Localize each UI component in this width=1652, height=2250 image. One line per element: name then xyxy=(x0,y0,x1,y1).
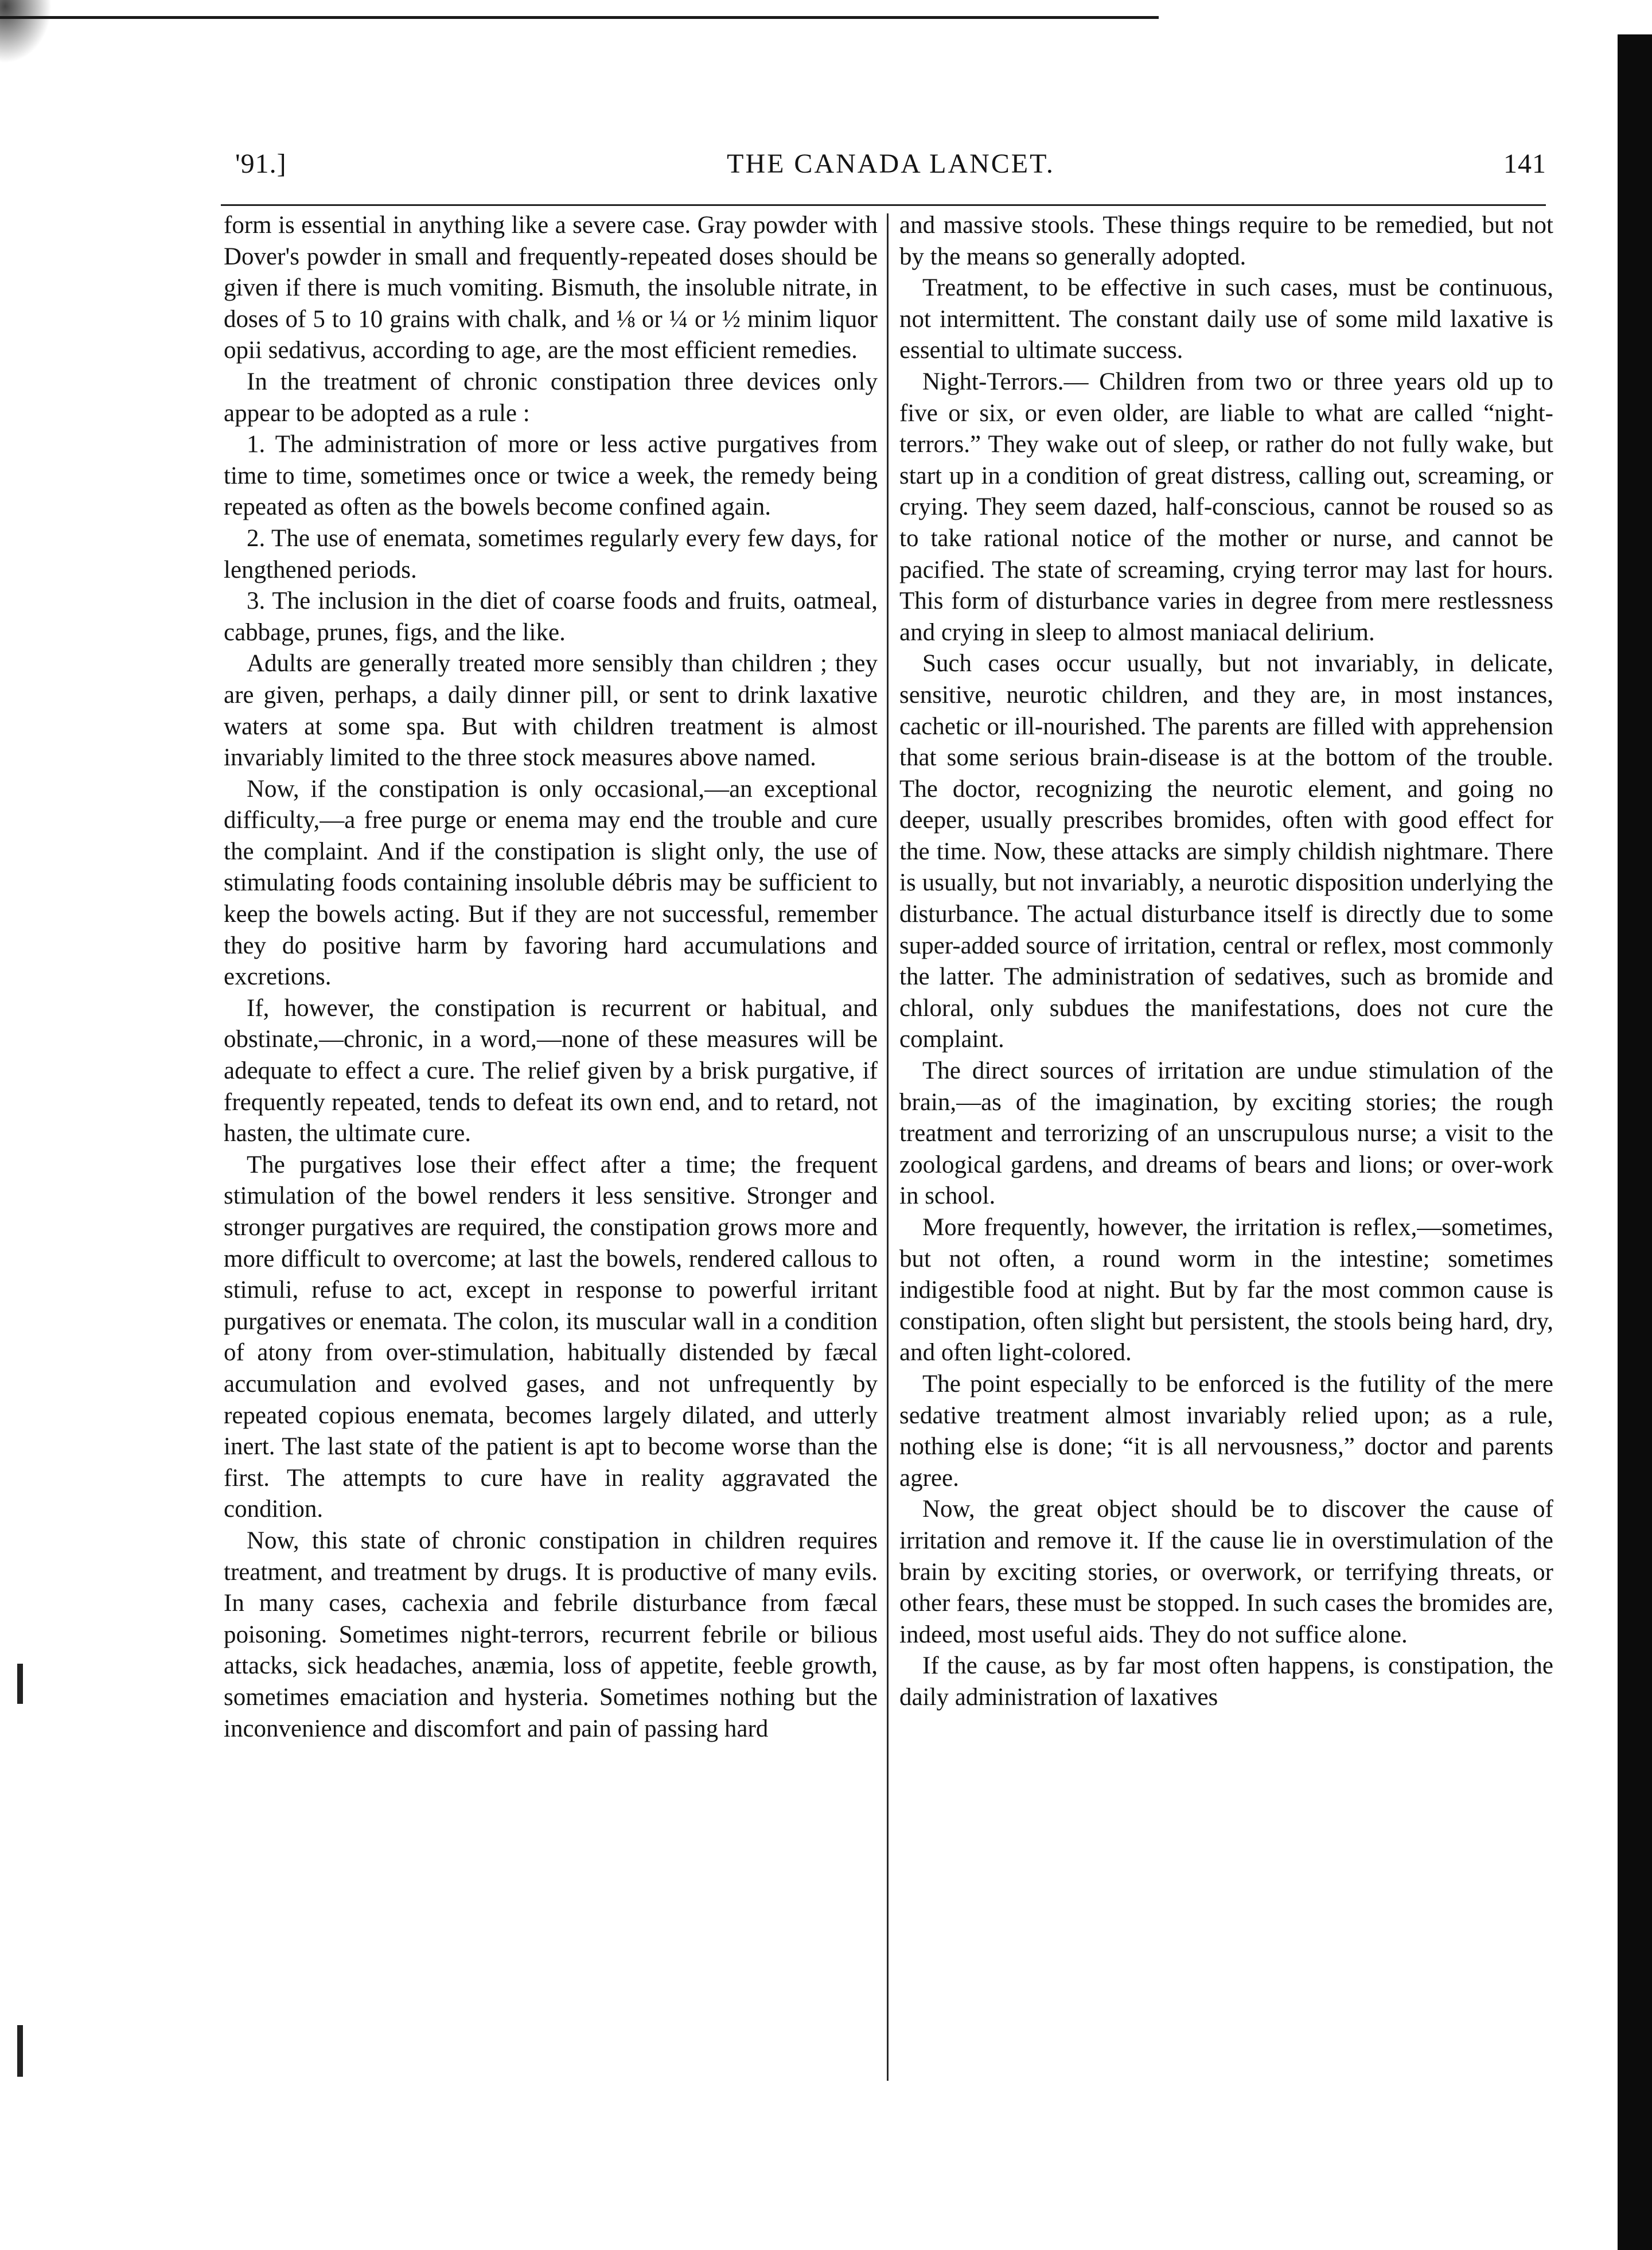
paragraph: In the treatment of chronic constipation three devices only appear to be adopted as a rule : xyxy=(224,368,878,427)
paragraph: Now, the great object should be to discover the cause of irritation and remove it. If the cause lie in overstimulation of the brain by exciting stories, or overwork, or terrifying threats, or other fears, these must be stopped. In such cases the bromides are, indeed, most useful aids. They do not suffice alone. xyxy=(899,1496,1553,1648)
journal-title: THE CANADA LANCET. xyxy=(727,149,1055,179)
paragraph: More frequently, however, the irritation is reflex,—sometimes, but not often, a round worm in the intestine; sometimes indigestible food at night. But by far the most common cause is constipation, often slight but persistent, the stools being hard, dry, and often light-colored. xyxy=(899,1214,1553,1367)
scan-top-rule xyxy=(0,16,1159,19)
paragraph: and massive stools. These things require to be remedied, but not by the means so generally adopted. xyxy=(899,212,1553,270)
paragraph: Now, if the constipation is only occasional,—an exceptional difficulty,—a free purge or enema may end the trouble and cure the complaint. And if the constipation is slight only, the use of stimulating foods containing insoluble débris may be sufficient to keep the bowels acting. But if they are not successful, remember they do positive harm by favoring hard accumulations and excretions. xyxy=(224,775,878,991)
right-column xyxy=(899,210,1553,1714)
paragraph: Night-Terrors.— Children from two or three years old up to five or six, or even older, are liable to what are called “night-terrors.” They wake out of sleep, or rather do not fully wake, but start up in a condition of great distress, calling out, screaming, or crying. They seem dazed, half-conscious, cannot be roused so as to take rational notice of the mother or nurse, and cannot be pacified. The state of screaming, crying terror may last for hours. This form of disturbance varies in degree from mere restlessness and crying in sleep to almost maniacal delirium. xyxy=(899,368,1553,646)
paragraph: 2. The use of enemata, sometimes regularly every few days, for lengthened periods. xyxy=(224,524,878,583)
paragraph: The purgatives lose their effect after a time; the frequent stimulation of the bowel renders it less sensitive. Stronger and stronger purgatives are required, the constipation grows more and more difficult to overcome; at last the bowels, rendered callous to stimuli, refuse to act, except in response to powerful irritant purgatives or enemata. The colon, its muscular wall in a condition of atony from over-stimulation, habitually distended by fæcal accumulation and evolved gases, and not unfrequently by repeated copious enemata, becomes largely dilated, and utterly inert. The last state of the patient is apt to become worse than the first. The attempts to cure have in reality aggravated the condition. xyxy=(224,1151,878,1523)
paragraph: 3. The inclusion in the diet of coarse foods and fruits, oatmeal, cabbage, prunes, figs, and the like. xyxy=(224,587,878,646)
paragraph: 1. The administration of more or less active purgatives from time to time, sometimes once or twice a week, the remedy being repeated as often as the bowels become confined again. xyxy=(224,431,878,521)
column-divider xyxy=(887,213,889,2081)
running-header xyxy=(235,148,1546,188)
page-number: 141 xyxy=(1503,149,1546,179)
paragraph: Adults are generally treated more sensibly than children ; they are given, perhaps, a daily dinner pill, or sent to drink laxative waters at some spa. But with children treatment is almost invariably limited to the three stock measures above named. xyxy=(224,650,878,772)
left-column xyxy=(224,210,878,1745)
paragraph: If, however, the constipation is recurrent or habitual, and obstinate,—chronic, in a word,—none of these measures will be adequate to effect a cure. The relief given by a brisk purgative, if frequently repeated, tends to defeat its own end, and to retard, not hasten, the ultimate cure. xyxy=(224,994,878,1147)
scan-margin-mark xyxy=(17,1664,23,1704)
paragraph: form is essential in anything like a severe case. Gray powder with Dover's powder in small and frequently-repeated doses should be given if there is much vomiting. Bismuth, the insoluble nitrate, in doses of 5 to 10 grains with chalk, and ⅛ or ¼ or ½ minim liquor opii sedativus, according to age, are the most efficient remedies. xyxy=(224,212,878,364)
header-rule xyxy=(221,204,1546,206)
scan-margin-mark xyxy=(17,2025,23,2077)
volume-label: '91.] xyxy=(235,149,287,179)
paragraph: The direct sources of irritation are undue stimulation of the brain,—as of the imagination, by exciting stories; the rough treatment and terrorizing of an unscrupulous nurse; a visit to the zoological gardens, and dreams of bears and lions; or over-work in school. xyxy=(899,1057,1553,1210)
paragraph: If the cause, as by far most often happens, is constipation, the daily administration of laxatives xyxy=(899,1652,1553,1711)
scan-edge-right xyxy=(1618,34,1652,2250)
scan-corner-smudge xyxy=(0,0,52,63)
paragraph: The point especially to be enforced is the futility of the mere sedative treatment almost invariably relied upon; as a rule, nothing else is done; “it is all nervousness,” doctor and parents agree. xyxy=(899,1370,1553,1492)
paragraph: Such cases occur usually, but not invariably, in delicate, sensitive, neurotic children, and they are, in most instances, cachetic or ill-nourished. The parents are filled with apprehension that some serious brain-disease is at the bottom of the trouble. The doctor, recognizing the neurotic element, and going no deeper, usually prescribes bromides, often with good effect for the time. Now, these attacks are simply childish nightmare. There is usually, but not invariably, a neurotic disposition underlying the disturbance. The actual disturbance itself is directly due to some super-added source of irritation, central or reflex, most commonly the latter. The administration of sedatives, such as bromide and chloral, only subdues the manifestations, does not cure the complaint. xyxy=(899,650,1553,1053)
paragraph: Now, this state of chronic constipation in children requires treatment, and treatment by drugs. It is productive of many evils. In many cases, cachexia and febrile disturbance from fæcal poisoning. Sometimes night-terrors, recurrent febrile or bilious attacks, sick headaches, anæmia, loss of appetite, feeble growth, sometimes emaciation and hysteria. Sometimes nothing but the inconvenience and discomfort and pain of passing hard xyxy=(224,1527,878,1742)
paragraph: Treatment, to be effective in such cases, must be continuous, not intermittent. The constant daily use of some mild laxative is essential to ultimate success. xyxy=(899,274,1553,364)
